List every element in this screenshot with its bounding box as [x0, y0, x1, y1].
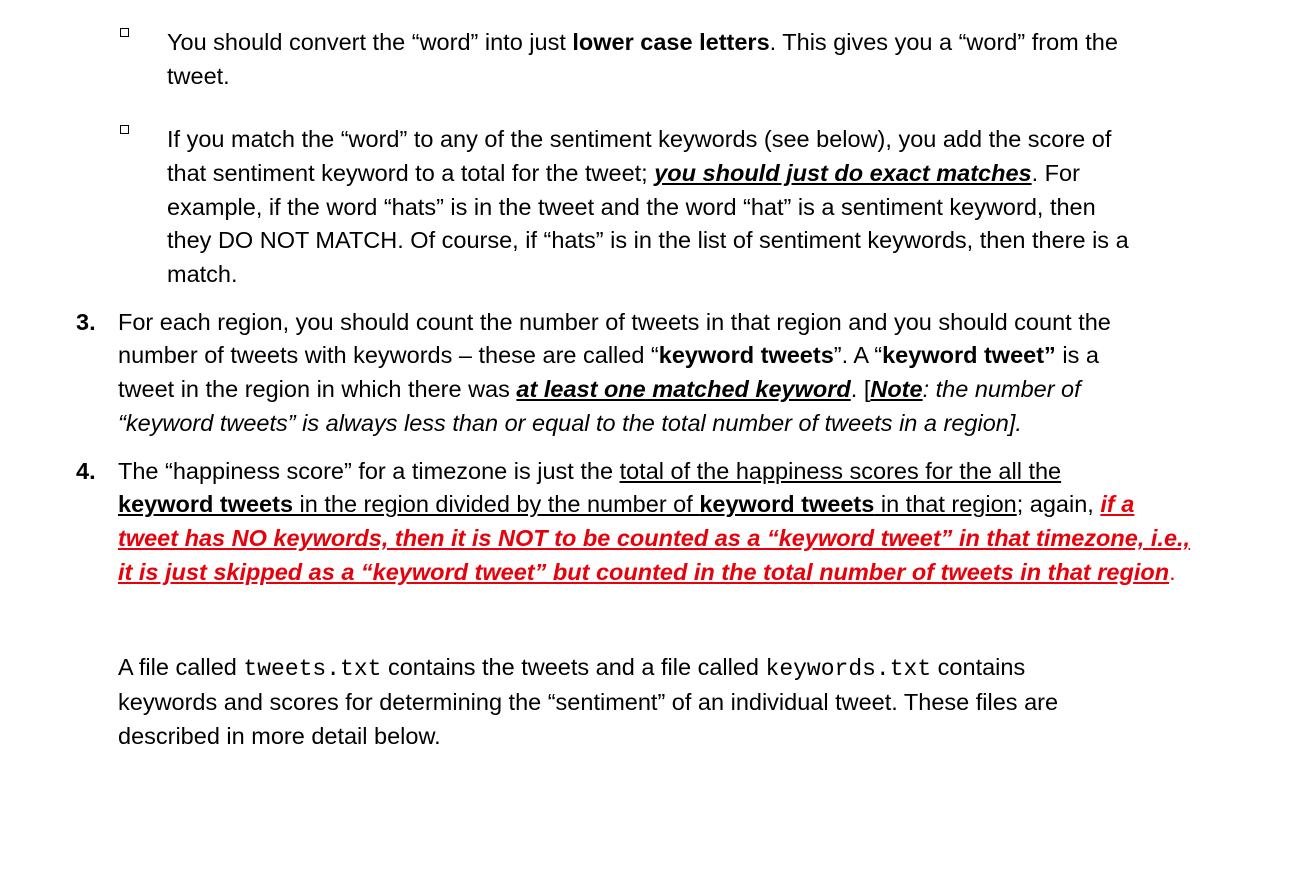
text: described in more detail below.	[118, 723, 441, 749]
text: match.	[167, 261, 238, 287]
item-3-line-3	[118, 375, 1081, 403]
text: tweet in the region in which there was	[118, 376, 517, 402]
text: For each region, you should count the number of tweets in that region and you should count the	[118, 309, 1111, 335]
text: contains the tweets and a file called	[381, 654, 766, 680]
filename-tweets: tweets.txt	[243, 656, 382, 682]
emphasis-keyword-tweets: keyword tweets	[699, 491, 875, 517]
text: contains	[931, 654, 1026, 680]
text: ”. A “	[833, 342, 883, 368]
text: is a	[1055, 342, 1099, 368]
text: example, if the word “hats” is in the tweet and the word “hat” is a sentiment keyword, then	[167, 194, 1096, 220]
list-number-4: 4.	[76, 458, 96, 484]
text: . This gives you a “word” from the	[769, 29, 1118, 55]
item-4-line-2	[118, 490, 1134, 518]
underlined-text: in that region	[874, 491, 1017, 517]
text: ; again,	[1016, 491, 1101, 517]
emphasis-exact-matches: you should just do exact matches	[654, 160, 1032, 186]
bullet-2-line-2	[167, 159, 1080, 187]
item-4-line-1	[118, 457, 1061, 485]
red-emphasis: if a	[1100, 491, 1135, 517]
bullet-square-icon	[120, 28, 129, 37]
text: that sentiment keyword to a total for the tweet;	[167, 160, 655, 186]
bullet-square-icon	[120, 125, 129, 134]
red-emphasis: tweet has NO keywords, then it is NOT to be counted as a “keyword tweet” in that timezone, i.e.,	[118, 525, 1191, 551]
bullet-2-line-4	[167, 226, 1129, 254]
text: . [	[850, 376, 871, 402]
item-4-line-4	[118, 558, 1176, 586]
text: keywords and scores for determining the “sentiment” of an individual tweet. These files are	[118, 689, 1059, 715]
text: tweet.	[167, 63, 230, 89]
bullet-1-line-1	[167, 28, 1118, 56]
underlined-text: total of the happiness scores for the all the	[619, 458, 1062, 484]
bullet-1-line-2	[167, 62, 230, 90]
emphasis-lower-case-letters: lower case letters	[572, 29, 770, 55]
underlined-text: in the region divided by the number of	[293, 491, 700, 517]
paragraph-line-3	[118, 722, 441, 750]
emphasis-at-least-one: at least one matched keyword	[516, 376, 851, 402]
red-emphasis: it is just skipped as a “keyword tweet” but counted in the total number of tweets in that region	[118, 559, 1170, 585]
bullet-2-line-5	[167, 260, 238, 288]
emphasis-keyword-tweet: keyword tweet”	[882, 342, 1056, 368]
bullet-2-line-3	[167, 193, 1096, 221]
item-3-line-4	[118, 409, 1022, 437]
text: . For	[1031, 160, 1080, 186]
text: A file called	[118, 654, 244, 680]
emphasis-keyword-tweets: keyword tweets	[118, 491, 294, 517]
text: : the number of	[922, 376, 1081, 402]
paragraph-line-2	[118, 688, 1058, 716]
list-number-3: 3.	[76, 309, 96, 335]
red-period: .	[1169, 559, 1176, 585]
paragraph-line-1	[118, 653, 1025, 683]
text: number of tweets with keywords – these are called “	[118, 342, 659, 368]
filename-keywords: keywords.txt	[765, 656, 932, 682]
text: If you match the “word” to any of the sentiment keywords (see below), you add the score of	[167, 126, 1112, 152]
text: they DO NOT MATCH. Of course, if “hats” is in the list of sentiment keywords, then there is a	[167, 227, 1129, 253]
item-3-line-1	[118, 308, 1111, 336]
emphasis-note: Note	[870, 376, 923, 402]
emphasis-keyword-tweets: keyword tweets	[658, 342, 834, 368]
bullet-2-line-1	[167, 125, 1111, 153]
item-4-line-3	[118, 524, 1190, 552]
text: “keyword tweets” is always less than or equal to the total number of tweets in a region].	[118, 410, 1022, 436]
item-3-line-2	[118, 341, 1099, 369]
text: The “happiness score” for a timezone is just the	[118, 458, 620, 484]
text: You should convert the “word” into just	[167, 29, 573, 55]
